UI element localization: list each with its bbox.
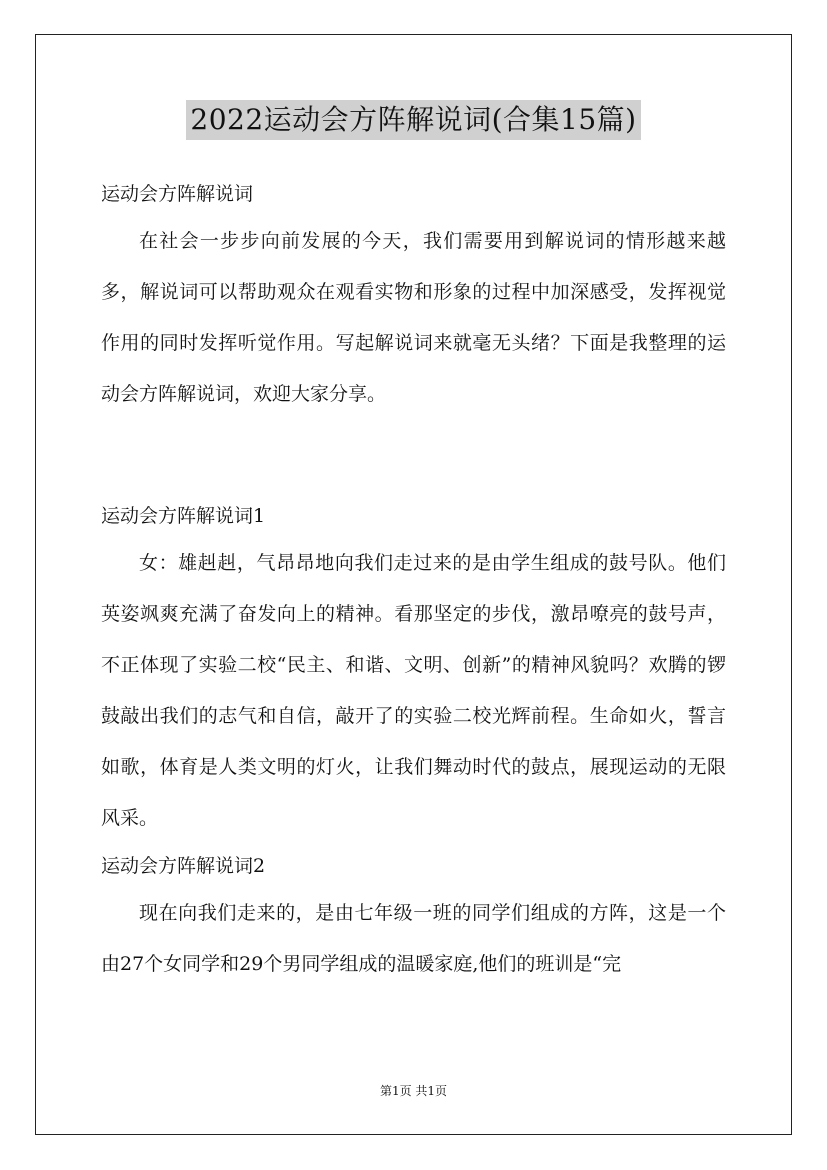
section-spacer	[101, 420, 726, 494]
document-title: 2022运动会方阵解说词(合集15篇)	[186, 100, 640, 140]
section-1-paragraph: 女：雄赳赳，气昂昂地向我们走过来的是由学生组成的鼓号队。他们英姿飒爽充满了奋发向上的精神。看那坚定的步伐，激昂嘹亮的鼓号声，不正体现了实验二校“民主、和谐、文明、创新”的精神风貌吗？欢腾的锣鼓敲出我们的志气和自信，敲开了的实验二校光辉前程。生命如火，誓言如歌，体育是人类文明的灯火，让我们舞动时代的鼓点，展现运动的无限风采。	[101, 552, 726, 829]
title-container	[0, 100, 827, 140]
intro-heading: 运动会方阵解说词	[101, 183, 254, 205]
section-2-heading: 运动会方阵解说词2	[101, 855, 266, 877]
document-body	[101, 172, 726, 990]
section-2-paragraph: 现在向我们走来的，是由七年级一班的同学们组成的方阵，这是一个由27个女同学和29个男同学组成的温暖家庭,他们的班训是“完	[101, 902, 726, 975]
page-footer: 第1页 共1页	[379, 1084, 448, 1098]
intro-paragraph: 在社会一步步向前发展的今天，我们需要用到解说词的情形越来越多，解说词可以帮助观众在观看实物和形象的过程中加深感受，发挥视觉作用的同时发挥听觉作用。写起解说词来就毫无头绪？下面是我整理的运动会方阵解说词，欢迎大家分享。	[101, 230, 726, 405]
section-1-heading: 运动会方阵解说词1	[101, 505, 266, 527]
